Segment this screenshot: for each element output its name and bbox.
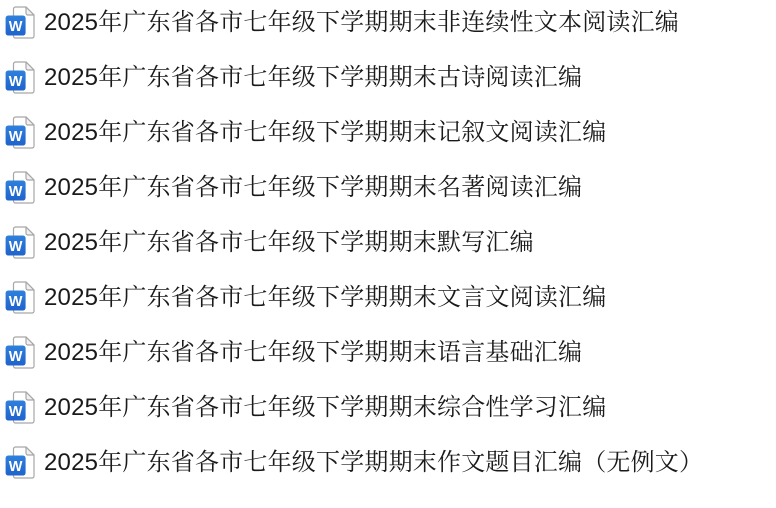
file-list-item[interactable] [5, 160, 582, 215]
svg-text:W: W [8, 459, 23, 475]
word-doc-icon [5, 171, 35, 204]
svg-text:W: W [8, 74, 23, 90]
word-doc-icon [5, 391, 35, 424]
word-doc-icon [5, 6, 35, 39]
svg-text:W: W [8, 19, 23, 35]
file-list-item[interactable] [5, 325, 582, 380]
svg-text:W: W [8, 239, 23, 255]
file-name: 2025年广东省各市七年级下学期期末文言文阅读汇编 [44, 283, 607, 311]
file-list-item[interactable] [5, 270, 606, 325]
svg-text:W: W [8, 184, 23, 200]
file-name: 2025年广东省各市七年级下学期期末古诗阅读汇编 [44, 63, 583, 91]
svg-text:W: W [8, 349, 23, 365]
file-list-item[interactable] [5, 380, 606, 435]
word-doc-icon [5, 116, 35, 149]
file-list-item[interactable] [5, 435, 703, 490]
file-name: 2025年广东省各市七年级下学期期末作文题目汇编（无例文） [44, 448, 704, 476]
file-name: 2025年广东省各市七年级下学期期末名著阅读汇编 [44, 173, 583, 201]
word-doc-icon [5, 336, 35, 369]
word-doc-icon [5, 61, 35, 94]
word-doc-icon [5, 446, 35, 479]
file-name: 2025年广东省各市七年级下学期期末语言基础汇编 [44, 338, 583, 366]
file-name: 2025年广东省各市七年级下学期期末综合性学习汇编 [44, 393, 607, 421]
word-doc-icon [5, 226, 35, 259]
svg-text:W: W [8, 294, 23, 310]
file-list-item[interactable] [5, 215, 534, 270]
file-list-item[interactable] [5, 0, 679, 50]
file-list-item[interactable] [5, 105, 606, 160]
word-doc-icon [5, 281, 35, 314]
svg-text:W: W [8, 404, 23, 420]
svg-text:W: W [8, 129, 23, 145]
file-name: 2025年广东省各市七年级下学期期末记叙文阅读汇编 [44, 118, 607, 146]
file-name: 2025年广东省各市七年级下学期期末默写汇编 [44, 228, 534, 256]
file-list-item[interactable] [5, 50, 582, 105]
file-name: 2025年广东省各市七年级下学期期末非连续性文本阅读汇编 [44, 8, 679, 36]
